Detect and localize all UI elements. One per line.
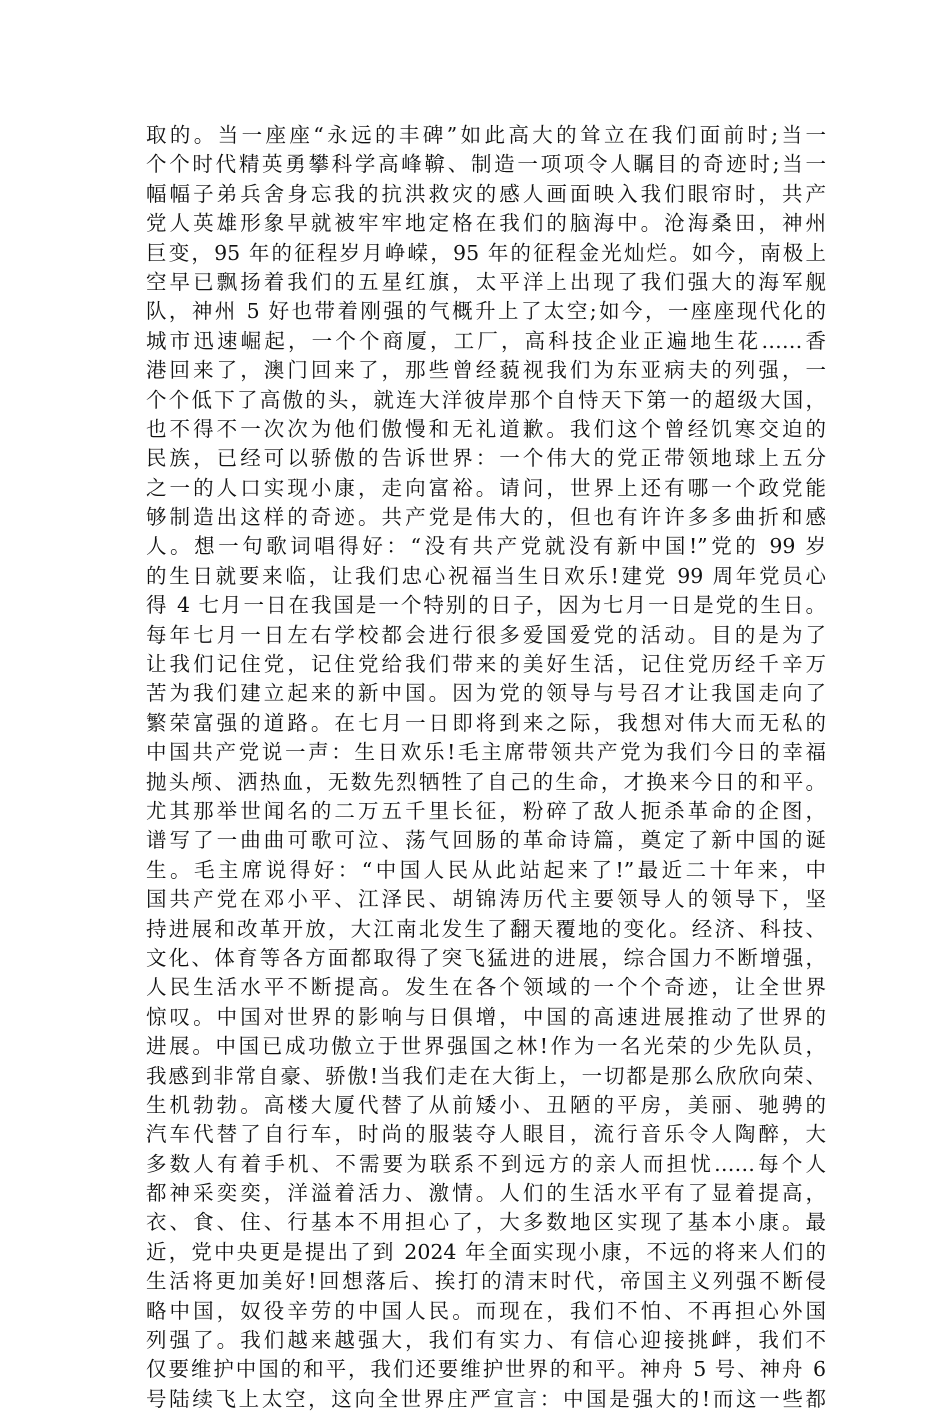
text-line: 港回来了，澳门回来了，那些曾经藐视我们为东亚病夫的列强，一 (146, 358, 826, 383)
text-line: 中国共产党说一声：生日欢乐!毛主席带领共产党为我们今日的幸福 (146, 740, 826, 765)
text-line: 持进展和改革开放，大江南北发生了翻天覆地的变化。经济、科技、 (146, 916, 826, 941)
text-line: 多数人有着手机、不需要为联系不到远方的亲人而担忧……每个人 (146, 1151, 826, 1176)
text-line: 够制造出这样的奇迹。共产党是伟大的，但也有许许多多曲折和感 (146, 505, 826, 530)
text-line: 城市迅速崛起，一个个商厦，工厂，高科技企业正遍地生花……香 (146, 328, 826, 353)
text-line: 略中国，奴役辛劳的中国人民。而现在，我们不怕、不再担心外国 (146, 1298, 826, 1323)
text-line: 尤其那举世闻名的二万五千里长征，粉碎了敌人扼杀革命的企图， (146, 798, 826, 823)
text-line: 队，神州 5 好也带着刚强的气概升上了太空;如今，一座座现代化的 (146, 299, 826, 324)
text-line: 人。想一句歌词唱得好：“没有共产党就没有新中国!”党的 99 岁 (146, 534, 826, 559)
text-line: 汽车代替了自行车，时尚的服装夺人眼目，流行音乐令人陶醉，大 (146, 1122, 826, 1147)
text-line: 文化、体育等各方面都取得了突飞猛进的进展，综合国力不断增强， (146, 945, 826, 970)
text-line: 衣、食、住、行基本不用担心了，大多数地区实现了基本小康。最 (146, 1210, 826, 1235)
text-line: 巨变，95 年的征程岁月峥嵘，95 年的征程金光灿烂。如今，南极上 (146, 240, 826, 265)
text-line: 个个时代精英勇攀科学高峰鞥、制造一项项令人瞩目的奇迹时;当一 (146, 152, 826, 177)
text-line: 生。毛主席说得好：“中国人民从此站起来了!”最近二十年来，中 (146, 857, 826, 882)
body-text (146, 121, 826, 1414)
text-line: 我感到非常自豪、骄傲!当我们走在大街上，一切都是那么欣欣向荣、 (146, 1063, 826, 1088)
text-line: 谱写了一曲曲可歌可泣、荡气回肠的革命诗篇，奠定了新中国的诞 (146, 828, 826, 853)
text-line: 党人英雄形象早就被牢牢地定格在我们的脑海中。沧海桑田，神州 (146, 211, 826, 236)
text-line: 进展。中国已成功傲立于世界强国之林!作为一名光荣的少先队员， (146, 1034, 826, 1059)
text-line: 空早已飘扬着我们的五星红旗，太平洋上出现了我们强大的海军舰 (146, 269, 826, 294)
text-line: 生机勃勃。高楼大厦代替了从前矮小、丑陋的平房，美丽、驰骋的 (146, 1092, 826, 1117)
text-line: 苦为我们建立起来的新中国。因为党的领导与号召才让我国走向了 (146, 681, 826, 706)
text-line: 抛头颅、洒热血，无数先烈牺牲了自己的生命，才换来今日的和平。 (146, 769, 826, 794)
text-line: 的生日就要来临，让我们忠心祝福当生日欢乐!建党 99 周年党员心 (146, 563, 826, 588)
text-line: 列强了。我们越来越强大，我们有实力、有信心迎接挑衅，我们不 (146, 1328, 826, 1353)
text-line: 让我们记住党，记住党给我们带来的美好生活，记住党历经千辛万 (146, 652, 826, 677)
text-line: 生活将更加美好!回想落后、挨打的清末时代，帝国主义列强不断侵 (146, 1269, 826, 1294)
text-line: 也不得不一次次为他们傲慢和无礼道歉。我们这个曾经饥寒交迫的 (146, 416, 826, 441)
text-line: 得 4 七月一日在我国是一个特别的日子，因为七月一日是党的生日。 (146, 593, 826, 618)
text-line: 个个低下了高傲的头，就连大洋彼岸那个自恃天下第一的超级大国， (146, 387, 826, 412)
text-line: 人民生活水平不断提高。发生在各个领域的一个个奇迹，让全世界 (146, 975, 826, 1000)
text-line: 近，党中央更是提出了到 2024 年全面实现小康，不远的将来人们的 (146, 1239, 826, 1264)
text-line: 国共产党在邓小平、江泽民、胡锦涛历代主要领导人的领导下，坚 (146, 887, 826, 912)
text-line: 繁荣富强的道路。在七月一日即将到来之际，我想对伟大而无私的 (146, 710, 826, 735)
text-line: 取的。当一座座“永远的丰碑”如此高大的耸立在我们面前时;当一 (146, 123, 826, 147)
text-line: 之一的人口实现小康，走向富裕。请问，世界上还有哪一个政党能 (146, 475, 826, 500)
text-line: 民族，已经可以骄傲的告诉世界：一个伟大的党正带领地球上五分 (146, 446, 826, 471)
text-line: 每年七月一日左右学校都会进行很多爱国爱党的活动。目的是为了 (146, 622, 826, 647)
text-line: 仅要维护中国的和平，我们还要维护世界的和平。神舟 5 号、神舟 6 (146, 1357, 826, 1382)
text-line: 号陆续飞上太空，这向全世界庄严宣言：中国是强大的!而这一些都 (146, 1386, 826, 1411)
text-line: 都神采奕奕，洋溢着活力、激情。人们的生活水平有了显着提高， (146, 1181, 826, 1206)
text-line: 幅幅子弟兵舍身忘我的抗洪救灾的感人画面映入我们眼帘时，共产 (146, 181, 826, 206)
text-line: 惊叹。中国对世界的影响与日俱增，中国的高速进展推动了世界的 (146, 1004, 826, 1029)
